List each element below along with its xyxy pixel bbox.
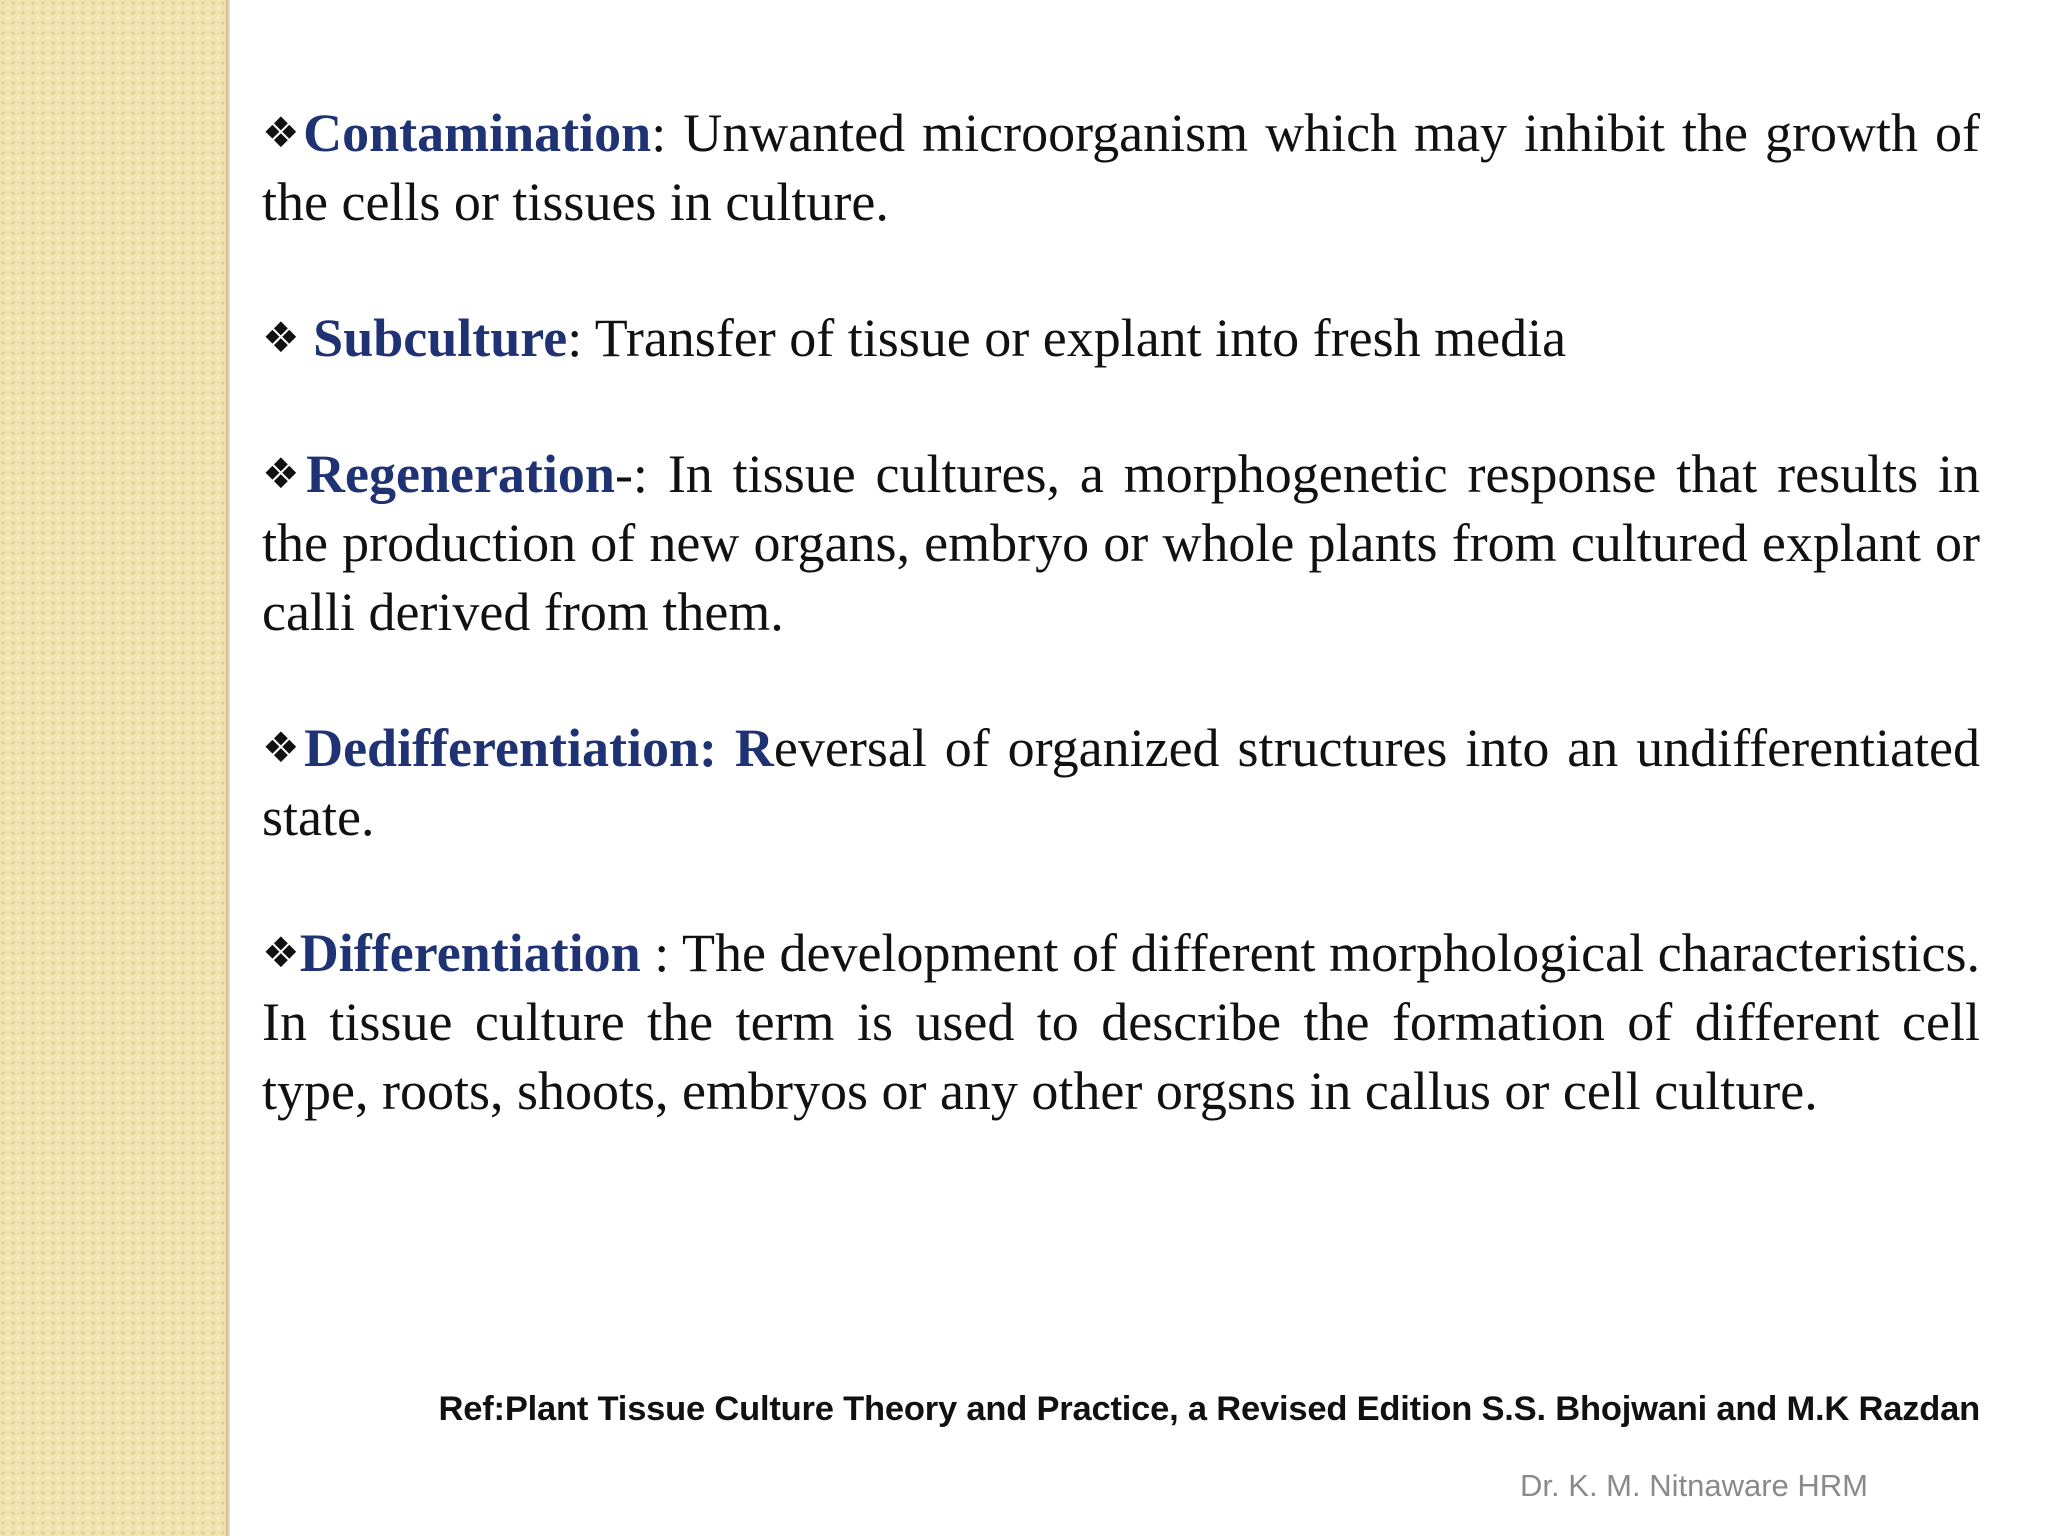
definition-text: eversal of organized structures into an undifferentiated state. — [262, 718, 1981, 847]
reference-citation: Ref:Plant Tissue Culture Theory and Practice, a Revised Edition S.S. Bhojwani and M.K Razdan — [438, 1390, 1980, 1428]
term-contamination: Contamination — [303, 103, 652, 163]
term-initial-letter: R — [717, 718, 774, 778]
definition-subculture — [262, 303, 1980, 373]
term-separator: : — [567, 308, 583, 368]
decorative-side-band — [0, 0, 226, 1536]
diamond-bullet-icon: ❖ — [262, 108, 304, 157]
definition-text: Transfer of tissue or explant into fresh media — [582, 308, 1567, 368]
slide-content — [262, 98, 1980, 1126]
diamond-bullet-icon: ❖ — [262, 449, 307, 498]
definition-contamination — [262, 98, 1980, 237]
definition-regeneration — [262, 439, 1980, 647]
term-dedifferentiation: Dedifferentiation: — [304, 718, 717, 778]
term-differentiation: Differentiation — [299, 923, 641, 983]
definition-text: The development of different morphological characteristics. In tissue culture the term is used to describe the formation of different cell type, roots, shoots, embryos or any other orgsns in callus or cell culture. — [262, 923, 1980, 1121]
definition-text: In tissue cultures, a morphogenetic response that results in the production of new organs, embryo or whole plants from cultured explant or calli derived from them. — [262, 444, 1980, 642]
definition-dedifferentiation — [262, 713, 1980, 852]
side-band-divider — [226, 0, 230, 1536]
diamond-bullet-icon: ❖ — [262, 928, 300, 977]
diamond-bullet-icon: ❖ — [262, 313, 300, 362]
term-separator: -: — [614, 444, 648, 504]
author-credit: Dr. K. M. Nitnaware HRM — [1520, 1468, 1868, 1503]
term-regeneration: Regeneration — [306, 444, 615, 504]
term-separator: : — [651, 103, 667, 163]
diamond-bullet-icon: ❖ — [262, 723, 305, 772]
term-subculture: Subculture — [313, 308, 568, 368]
term-separator: : — [640, 923, 670, 983]
definition-text: Unwanted microorganism which may inhibit the growth of the cells or tissues in culture. — [262, 103, 1980, 232]
definition-differentiation — [262, 918, 1980, 1126]
